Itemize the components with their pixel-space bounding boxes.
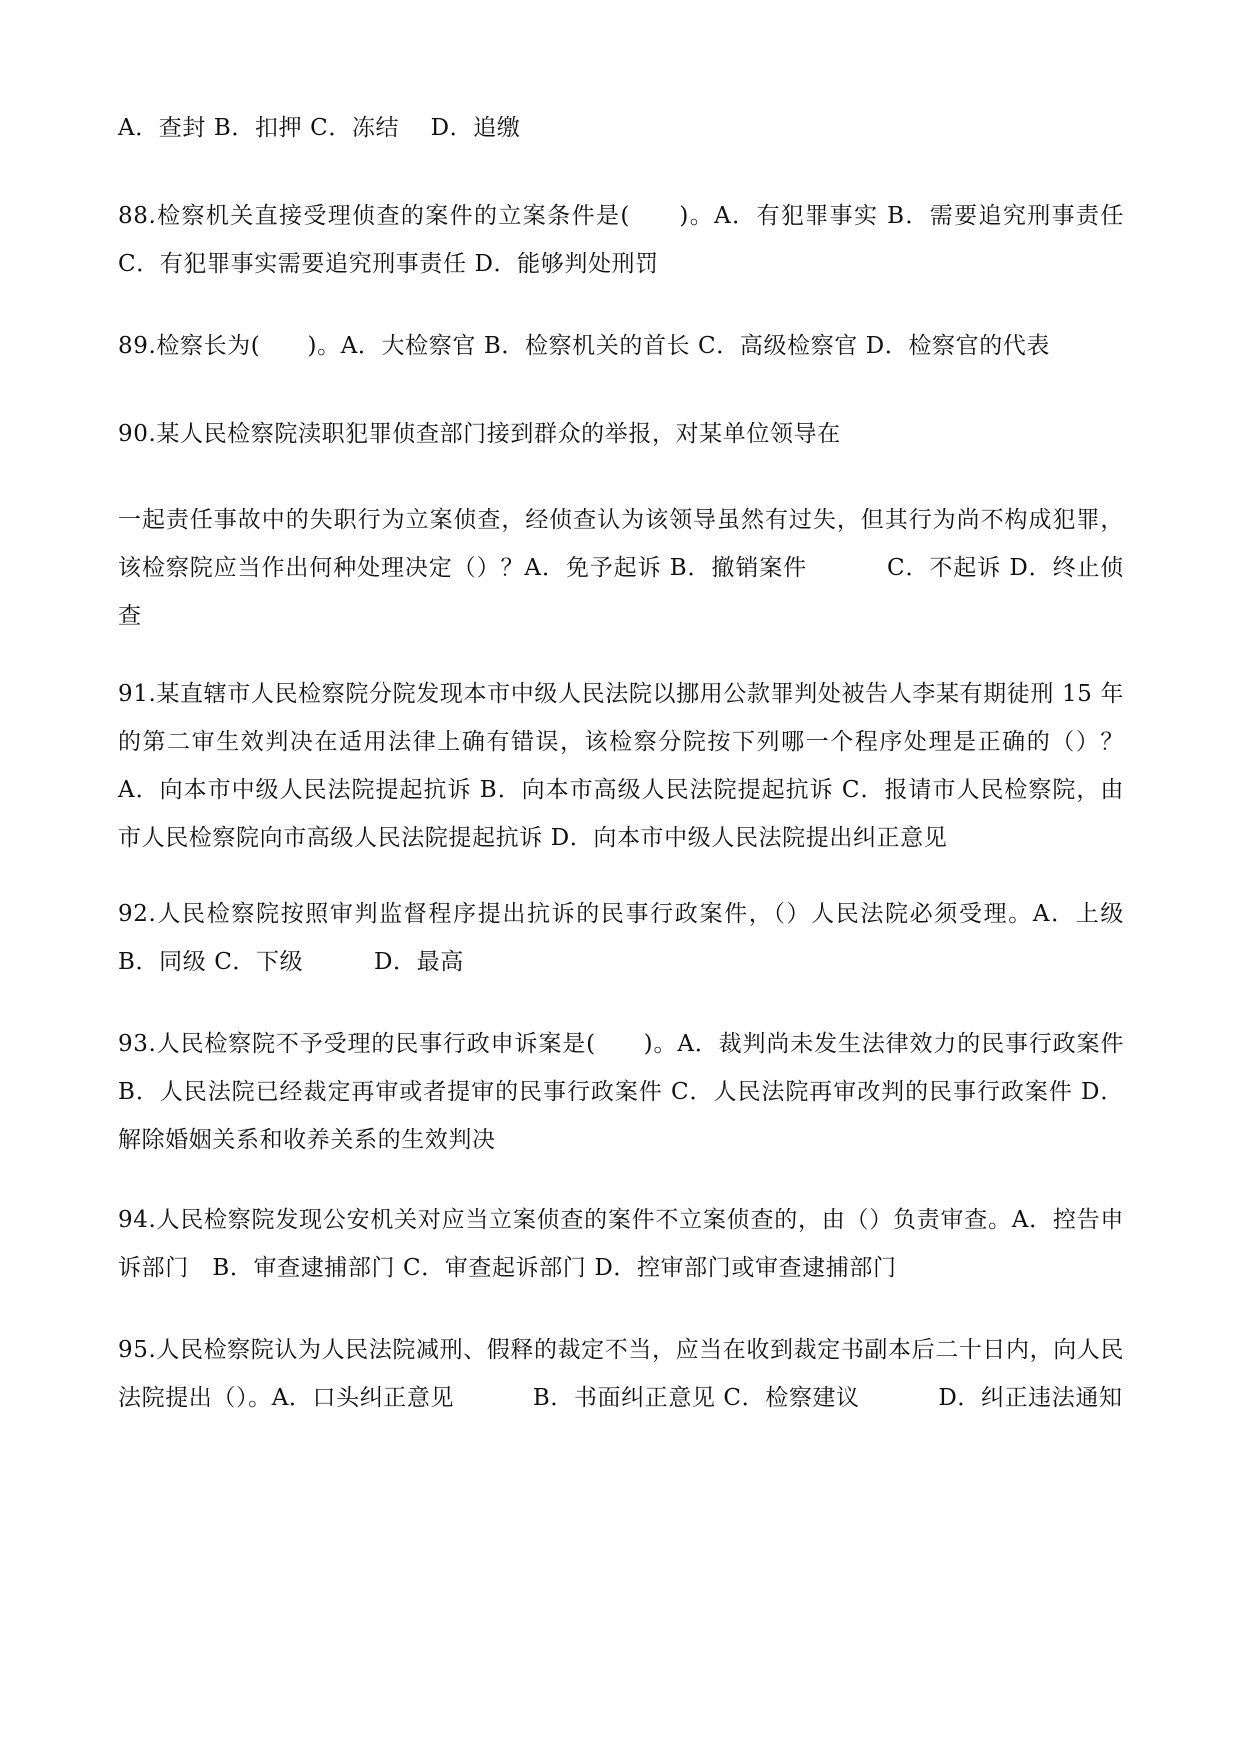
answer-options-87: A．查封 B．扣押 C．冻结 D．追缴 (118, 115, 521, 141)
question-90-body: 一起责任事故中的失职行为立案侦查，经侦查认为该领导虽然有过失，但其行为尚不构成犯罪，该检察院应当作出何种处理决定（）？A．免予起诉 B．撤销案件 C．不起诉 D．终止侦查 (118, 507, 1124, 629)
question-91: 91.某直辖市人民检察院分院发现本市中级人民法院以挪用公款罪判处被告人李某有期徒刑 15 年的第二审生效判决在适用法律上确有错误，该检察分院按下列哪一个程序处理是正确的（）？ A．向本市中级人民法院提起抗诉 B．向本市高级人民法院提起抗诉 C．报请市人民检察院，由市人民检察院向市高级人民法院提起抗诉 D．向本市中级人民法院提出纠正意见 (118, 681, 1132, 851)
question-88: 88.检察机关直接受理侦查的案件的立案条件是( )。A．有犯罪事实 B．需要追究刑事责任 C．有犯罪事实需要追究刑事责任 D．能够判处刑罚 (118, 203, 1132, 277)
question-89: 89.检察长为( )。A．大检察官 B．检察机关的首长 C．高级检察官 D．检察官的代表 (118, 333, 1051, 359)
question-90-intro: 90.某人民检察院渎职犯罪侦查部门接到群众的举报，对某单位领导在 (118, 421, 841, 447)
question-92: 92.人民检察院按照审判监督程序提出抗诉的民事行政案件，（）人民法院必须受理。A．上级 B．同级 C．下级 D．最高 (118, 901, 1132, 975)
question-94: 94.人民检察院发现公安机关对应当立案侦查的案件不立案侦查的，由（）负责审查。A．控告申诉部门 B．审查逮捕部门 C．审查起诉部门 D．控审部门或审查逮捕部门 (118, 1207, 1124, 1281)
question-95: 95.人民检察院认为人民法院减刑、假释的裁定不当，应当在收到裁定书副本后二十日内，向人民法院提出（）。A．口头纠正意见 B．书面纠正意见 C．检察建议 D．纠正违法通知 (118, 1337, 1124, 1411)
question-93: 93.人民检察院不予受理的民事行政申诉案是( )。A．裁判尚未发生法律效力的民事行政案件 B．人民法院已经裁定再审或者提审的民事行政案件 C．人民法院再审改判的民事行政案件 D．解除婚姻关系和收养关系的生效判决 (118, 1031, 1132, 1153)
